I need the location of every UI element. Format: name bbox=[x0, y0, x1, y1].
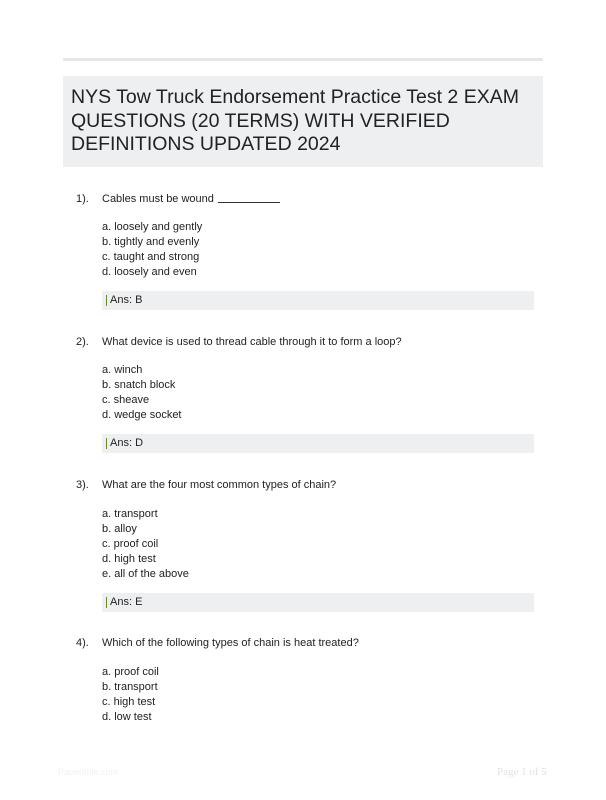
question-text: What device is used to thread cable through it to form a loop? bbox=[102, 336, 402, 348]
option-b: b. snatch block bbox=[102, 379, 176, 391]
question-number: 4). bbox=[76, 637, 89, 649]
option-b: b. transport bbox=[102, 681, 158, 693]
question-number: 2). bbox=[76, 336, 89, 348]
document-title: NYS Tow Truck Endorsement Practice Test 2 EXAM QUESTIONS (20 TERMS) WITH VERIFIED DEFINITIONS UPDATED 2024 bbox=[71, 86, 519, 155]
answer-box bbox=[102, 434, 534, 453]
option-list bbox=[102, 507, 189, 582]
option-c: c. taught and strong bbox=[102, 251, 200, 263]
question-text: Which of the following types of chain is heat treated? bbox=[102, 637, 359, 649]
option-list bbox=[102, 220, 202, 280]
option-c: c. high test bbox=[102, 696, 156, 708]
fill-in-blank bbox=[218, 202, 280, 203]
option-d: d. wedge socket bbox=[102, 409, 182, 421]
option-d: d. loosely and even bbox=[102, 266, 197, 278]
option-e: e. all of the above bbox=[102, 568, 189, 580]
answer-text: Ans: D bbox=[110, 437, 144, 449]
option-b: b. alloy bbox=[102, 523, 137, 535]
answer-accent-bar bbox=[106, 295, 107, 306]
option-a: a. winch bbox=[102, 364, 143, 376]
answer-accent-bar bbox=[106, 597, 107, 608]
question-text: What are the four most common types of chain? bbox=[102, 479, 337, 491]
option-a: a. transport bbox=[102, 508, 158, 520]
title-box bbox=[63, 76, 543, 167]
option-d: d. high test bbox=[102, 553, 156, 565]
question-number: 3). bbox=[76, 479, 89, 491]
answer-accent-bar bbox=[106, 438, 107, 449]
question-text-label: Cables must be wound bbox=[102, 193, 214, 205]
page-indicator: Page 1 of 5 bbox=[497, 766, 547, 778]
option-b: b. tightly and evenly bbox=[102, 236, 200, 248]
answer-box bbox=[102, 593, 534, 612]
footer-watermark: Papertittle.com bbox=[58, 767, 119, 777]
option-list bbox=[102, 363, 182, 423]
option-d: d. low test bbox=[102, 711, 152, 723]
answer-text: Ans: E bbox=[110, 596, 143, 608]
option-list bbox=[102, 665, 159, 725]
option-c: c. sheave bbox=[102, 394, 150, 406]
option-c: c. proof coil bbox=[102, 538, 159, 550]
question-text bbox=[102, 192, 280, 206]
option-a: a. proof coil bbox=[102, 666, 159, 678]
question-number: 1). bbox=[76, 193, 89, 205]
answer-text: Ans: B bbox=[110, 294, 143, 306]
option-a: a. loosely and gently bbox=[102, 221, 203, 233]
top-rule bbox=[63, 58, 543, 61]
answer-box bbox=[102, 291, 534, 310]
